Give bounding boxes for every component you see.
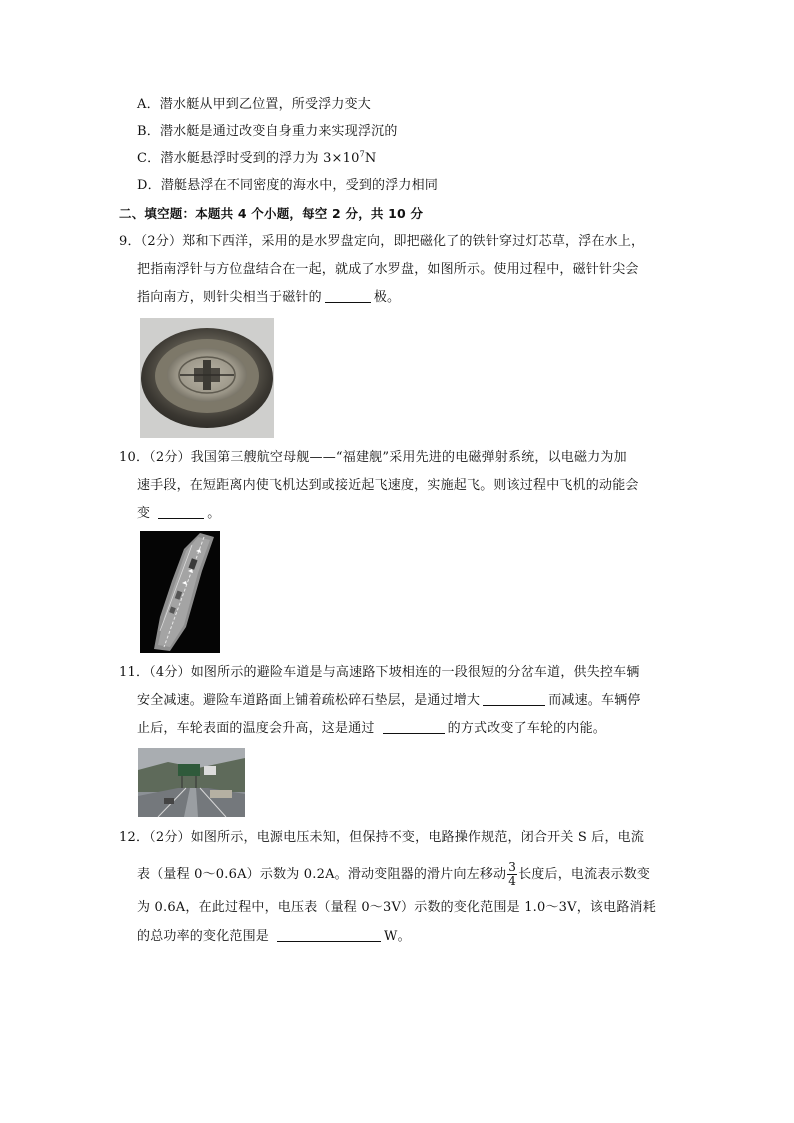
q11-line3 xyxy=(137,720,606,738)
option-d: D．潜艇悬浮在不同密度的海水中，受到的浮力相同 xyxy=(137,178,439,193)
option-c-unit: N xyxy=(364,151,377,166)
q12-line2-text: 表（量程 0～0.6A）示数为 0.2A。滑动变阻器的滑片向左移动 xyxy=(137,867,507,882)
q12-line2-end: 长度后，电流表示数变 xyxy=(518,867,651,882)
q12-line4-text: 的总功率的变化范围是 xyxy=(137,929,270,944)
q9-line2: 把指南浮针与方位盘结合在一起，就成了水罗盘，如图所示。使用过程中，磁针针尖会 xyxy=(137,262,639,277)
q11-line3-end: 的方式改变了车轮的内能。 xyxy=(447,721,607,736)
option-b: B．潜水艇是通过改变自身重力来实现浮沉的 xyxy=(137,124,398,139)
q9-line1: 9．（2分）郑和下西洋，采用的是水罗盘定向，即把磁化了的铁针穿过灯芯草，浮在水上， xyxy=(119,234,645,249)
q12-answer-blank[interactable] xyxy=(277,928,381,942)
q11-line1: 11．（4分）如图所示的避险车道是与高速路下坡相连的一段很短的分岔车道，供失控车辆 xyxy=(119,665,640,680)
q11-answer-blank-2[interactable] xyxy=(383,720,445,734)
q10-line1: 10．（2分）我国第三艘航空母舰——“福建舰”采用先进的电磁弹射系统，以电磁力为加 xyxy=(119,450,627,465)
option-c-text: C．潜水艇悬浮时受到的浮力为 3×10 xyxy=(137,151,360,166)
q12-line4-end: W。 xyxy=(384,929,411,944)
option-c xyxy=(137,150,376,168)
water-compass-image xyxy=(140,318,274,438)
q9-answer-blank[interactable] xyxy=(325,289,371,303)
section-heading: 二、填空题：本题共 4 个小题，每空 2 分，共 10 分 xyxy=(119,206,424,221)
escape-ramp-image xyxy=(138,748,245,817)
aircraft-carrier-image xyxy=(140,531,220,653)
q10-line3-text: 变 xyxy=(137,506,151,521)
q11-line2-end: 而减速。车辆停 xyxy=(548,693,641,708)
q11-line2 xyxy=(137,692,641,710)
q9-line3-end: 极。 xyxy=(373,290,401,305)
q12-line1: 12．（2分）如图所示，电源电压未知，但保持不变，电路操作规范，闭合开关 S 后，电流 xyxy=(119,830,645,845)
fraction-numerator: 3 xyxy=(508,860,517,874)
aircraft-carrier-drawing xyxy=(140,531,220,653)
option-c-exponent: 7 xyxy=(359,149,365,159)
q10-line3 xyxy=(137,505,220,523)
q10-line2: 速手段，在短距离内使飞机达到或接近起飞速度，实施起飞。则该过程中飞机的动能会 xyxy=(137,478,639,493)
option-a: A．潜水艇从甲到乙位置，所受浮力变大 xyxy=(137,97,371,112)
q9-line3 xyxy=(137,289,400,307)
q10-line3-end: 。 xyxy=(207,506,221,521)
water-compass-drawing xyxy=(140,318,274,438)
q11-line3-text: 止后，车轮表面的温度会升高，这是通过 xyxy=(137,721,375,736)
q11-line2-text: 安全减速。避险车道路面上铺着疏松碎石垫层，是通过增大 xyxy=(137,693,481,708)
q11-answer-blank-1[interactable] xyxy=(483,692,545,706)
three-quarters-fraction xyxy=(507,861,517,888)
q12-line2 xyxy=(137,861,650,888)
q12-line3: 为 0.6A，在此过程中，电压表（量程 0～3V）示数的变化范围是 1.0～3V，该电路消耗 xyxy=(137,900,656,915)
q9-line3-text: 指向南方，则针尖相当于磁针的 xyxy=(137,290,322,305)
q10-answer-blank[interactable] xyxy=(158,505,204,519)
fraction-denominator: 4 xyxy=(508,874,517,888)
q12-line4 xyxy=(137,928,411,946)
escape-ramp-drawing xyxy=(138,748,245,817)
